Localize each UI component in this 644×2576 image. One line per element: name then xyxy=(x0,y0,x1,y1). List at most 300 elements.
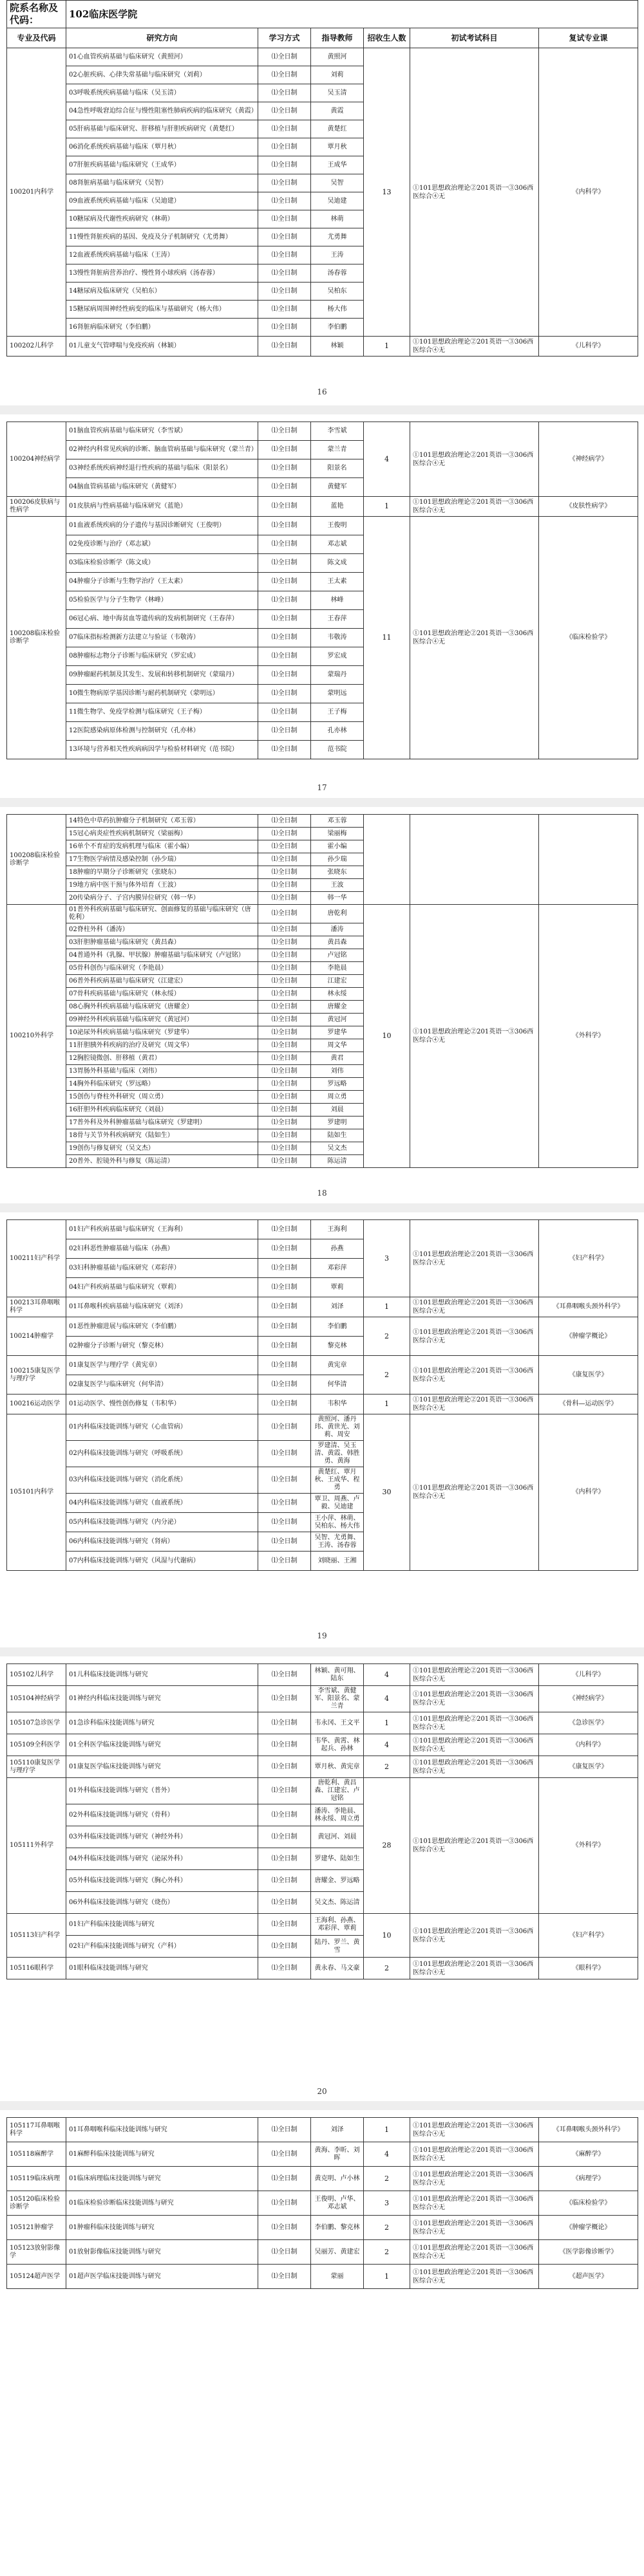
direction-cell: 01耳鼻咽喉科临床技能训练与研究 xyxy=(66,2118,258,2142)
study-mode-cell: ⑴全日制 xyxy=(258,1317,311,1337)
exam-subjects-cell: ①101思想政治理论②201英语一③306西医综合④无 xyxy=(410,422,539,497)
study-mode-cell: ⑴全日制 xyxy=(258,866,311,879)
study-mode-cell: ⑴全日制 xyxy=(258,1936,311,1958)
direction-cell: 20传染病分子、子宫内膜异位研究（韩一华） xyxy=(66,892,258,905)
retest-course-cell: 《医学影像诊断学》 xyxy=(539,2240,638,2265)
study-mode-cell: ⑴全日制 xyxy=(258,174,311,192)
table-row xyxy=(7,1686,638,1712)
direction-cell: 14胸外科临床研究（罗远略） xyxy=(66,1078,258,1091)
table-row xyxy=(7,2142,638,2167)
column-header: 专业及代码 xyxy=(7,28,66,48)
supervisor-cell: 罗建华、陆如生 xyxy=(311,1848,364,1870)
retest-course-cell: 《内科学》 xyxy=(539,48,638,337)
supervisor-cell: 唐耀金 xyxy=(311,1001,364,1014)
study-mode-cell: ⑴全日制 xyxy=(258,554,311,573)
study-mode-cell: ⑴全日制 xyxy=(258,517,311,535)
study-mode-cell: ⑴全日制 xyxy=(258,1441,311,1467)
supervisor-cell: 黄照河 xyxy=(311,48,364,66)
enrollment-count-cell: 2 xyxy=(364,1356,410,1395)
exam-subjects-cell: ①101思想政治理论②201英语一③306西医综合④无 xyxy=(410,2142,539,2167)
direction-cell: 02妇科恶性肿瘤基础与临床（孙燕） xyxy=(66,1239,258,1259)
supervisor-cell: 黄冠河 xyxy=(311,1014,364,1026)
study-mode-cell: ⑴全日制 xyxy=(258,949,311,962)
page-19 xyxy=(0,1219,644,1640)
supervisor-cell: 蒙明远 xyxy=(311,685,364,703)
direction-cell: 05肝病基础与临床研究、肝移植与肝胆疾病研究（黄楚红） xyxy=(66,120,258,138)
direction-cell: 03神经系统疾病神经退行性疾病的基础与临床（阳景名） xyxy=(66,459,258,478)
supervisor-cell: 刘晓丽、王湘 xyxy=(311,1552,364,1571)
study-mode-cell: ⑴全日制 xyxy=(258,2118,311,2142)
study-mode-cell: ⑴全日制 xyxy=(258,2167,311,2191)
study-mode-cell: ⑴全日制 xyxy=(258,741,311,759)
exam-subjects-cell: ①101思想政治理论②201英语一③306西医综合④无 xyxy=(410,1297,539,1317)
major-cell: 100208临床检验诊断学 xyxy=(7,815,66,905)
study-mode-cell: ⑴全日制 xyxy=(258,422,311,441)
study-mode-cell: ⑴全日制 xyxy=(258,936,311,949)
supervisor-cell: 邓彩萍 xyxy=(311,1259,364,1278)
study-mode-cell: ⑴全日制 xyxy=(258,497,311,517)
direction-cell: 12医院感染病原体检测与控制研究（孔亦林） xyxy=(66,722,258,741)
supervisor-cell: 黄照河、潘丹玮、黄世光、刘莉、周安 xyxy=(311,1414,364,1441)
supervisor-cell: 王俊明、卢华、邓志斌 xyxy=(311,2191,364,2216)
direction-cell: 01运动医学、慢性创伤修复（韦积华） xyxy=(66,1395,258,1414)
study-mode-cell: ⑴全日制 xyxy=(258,337,311,357)
major-cell: 100204神经病学 xyxy=(7,422,66,497)
major-cell: 105111外科学 xyxy=(7,1778,66,1914)
direction-cell: 02肿瘤分子诊断与研究（黎克林） xyxy=(66,1337,258,1356)
supervisor-cell: 黄健军 xyxy=(311,478,364,497)
study-mode-cell: ⑴全日制 xyxy=(258,988,311,1001)
exam-subjects-cell: ①101思想政治理论②201英语一③306西医综合④无 xyxy=(410,1220,539,1297)
table-row xyxy=(7,1395,638,1414)
supervisor-cell: 黄冠河、刘晨 xyxy=(311,1826,364,1848)
study-mode-cell: ⑴全日制 xyxy=(258,1155,311,1168)
direction-cell: 09神经外科疾病基础与临床研究（黄冠河） xyxy=(66,1014,258,1026)
supervisor-cell: 范书院 xyxy=(311,741,364,759)
study-mode-cell: ⑴全日制 xyxy=(258,1117,311,1129)
exam-subjects-cell: ①101思想政治理论②201英语一③306西医综合④无 xyxy=(410,1734,539,1756)
page-gap xyxy=(0,2101,644,2110)
direction-cell: 03呼吸系统疾病基础与临床（吴玉清） xyxy=(66,84,258,102)
major-cell: 100202儿科学 xyxy=(7,337,66,357)
study-mode-cell: ⑴全日制 xyxy=(258,535,311,554)
admission-table-page-16 xyxy=(6,0,638,357)
study-mode-cell: ⑴全日制 xyxy=(258,1778,311,1804)
retest-course-cell: 《妇产科学》 xyxy=(539,1914,638,1958)
page-16 xyxy=(0,0,644,396)
direction-cell: 08心胸外科疾病基础与临床研究（唐耀金） xyxy=(66,1001,258,1014)
direction-cell: 10泌尿外科疾病基础与临床研究（罗建华） xyxy=(66,1026,258,1039)
direction-cell: 11微生物学、免疫学检测与临床研究（王子梅） xyxy=(66,703,258,722)
table-row xyxy=(7,48,638,66)
page-21 xyxy=(0,2117,644,2289)
study-mode-cell: ⑴全日制 xyxy=(258,246,311,264)
table-row xyxy=(7,1958,638,1979)
study-mode-cell: ⑴全日制 xyxy=(258,1552,311,1571)
retest-course-cell: 《急诊医学》 xyxy=(539,1712,638,1734)
supervisor-cell: 罗宏成 xyxy=(311,647,364,666)
table-row xyxy=(7,1317,638,1337)
supervisor-cell: 李伯鹏 xyxy=(311,1317,364,1337)
supervisor-cell: 周立勇 xyxy=(311,1091,364,1104)
header-row xyxy=(7,28,638,48)
study-mode-cell: ⑴全日制 xyxy=(258,210,311,228)
direction-cell: 01神经内科临床技能训练与研究 xyxy=(66,1686,258,1712)
direction-cell: 02妇产科临床技能训练与研究（产科） xyxy=(66,1936,258,1958)
supervisor-cell: 覃月秋、黄宪章 xyxy=(311,1756,364,1778)
exam-subjects-cell: ①101思想政治理论②201英语一③306西医综合④无 xyxy=(410,1914,539,1958)
exam-subjects-cell: ①101思想政治理论②201英语一③306西医综合④无 xyxy=(410,2118,539,2142)
table-row xyxy=(7,1914,638,1936)
direction-cell: 10糖尿病及代谢性疾病研究（林萌） xyxy=(66,210,258,228)
study-mode-cell: ⑴全日制 xyxy=(258,102,311,120)
supervisor-cell: 李伯鹏 xyxy=(311,319,364,337)
supervisor-cell: 林颖 xyxy=(311,337,364,357)
table-row xyxy=(7,815,638,828)
retest-course-cell xyxy=(539,815,638,905)
exam-subjects-cell: ①101思想政治理论②201英语一③306西医综合④无 xyxy=(410,337,539,357)
major-cell: 105121肿瘤学 xyxy=(7,2216,66,2240)
retest-course-cell: 《临床检验学》 xyxy=(539,2191,638,2216)
supervisor-cell: 覃卫、周燕、卢毅、吴迪建 xyxy=(311,1494,364,1513)
direction-cell: 02内科临床技能训练与研究（呼吸系统） xyxy=(66,1441,258,1467)
study-mode-cell: ⑴全日制 xyxy=(258,1375,311,1395)
direction-cell: 03临床检验诊断学（陈文成） xyxy=(66,554,258,573)
major-cell: 105124超声医学 xyxy=(7,2265,66,2289)
retest-course-cell: 《病理学》 xyxy=(539,2167,638,2191)
college-name: 102临床医学院 xyxy=(66,1,638,28)
exam-subjects-cell xyxy=(410,815,539,905)
table-row xyxy=(7,2216,638,2240)
exam-subjects-cell: ①101思想政治理论②201英语一③306西医综合④无 xyxy=(410,2265,539,2289)
study-mode-cell: ⑴全日制 xyxy=(258,923,311,936)
direction-cell: 19创伤与修复研究（吴文杰） xyxy=(66,1142,258,1155)
supervisor-cell: 吴文杰、陈运清 xyxy=(311,1892,364,1914)
direction-cell: 04内科临床技能训练与研究（血液系统） xyxy=(66,1494,258,1513)
column-header: 研究方向 xyxy=(66,28,258,48)
direction-cell: 11慢性肾脏疾病的基因、免疫及分子机制研究（尤勇舞） xyxy=(66,228,258,246)
enrollment-count-cell: 2 xyxy=(364,1958,410,1979)
retest-course-cell: 《外科学》 xyxy=(539,905,638,1168)
enrollment-count-cell: 2 xyxy=(364,2240,410,2265)
direction-cell: 01儿童支气管哮喘与免疫疾病（林颖） xyxy=(66,337,258,357)
study-mode-cell: ⑴全日制 xyxy=(258,1220,311,1239)
retest-course-cell: 《妇产科学》 xyxy=(539,1220,638,1297)
retest-course-cell: 《神经病学》 xyxy=(539,422,638,497)
direction-cell: 20普外、腔镜外科与修复（陈运清） xyxy=(66,1155,258,1168)
supervisor-cell: 何华清 xyxy=(311,1375,364,1395)
study-mode-cell: ⑴全日制 xyxy=(258,84,311,102)
page-gap xyxy=(0,1647,644,1656)
supervisor-cell: 吴智、尤勇舞、王涛、汤春蓉 xyxy=(311,1532,364,1552)
study-mode-cell: ⑴全日制 xyxy=(258,1494,311,1513)
college-label: 院系名称及代码： xyxy=(7,1,66,28)
direction-cell: 01外科临床技能训练与研究（普外） xyxy=(66,1778,258,1804)
supervisor-cell: 黄霞 xyxy=(311,102,364,120)
study-mode-cell: ⑴全日制 xyxy=(258,138,311,156)
page-17 xyxy=(0,422,644,792)
study-mode-cell: ⑴全日制 xyxy=(258,1914,311,1936)
supervisor-cell: 唐耀金、罗远略 xyxy=(311,1870,364,1892)
study-mode-cell: ⑴全日制 xyxy=(258,156,311,174)
major-cell: 105113妇产科学 xyxy=(7,1914,66,1958)
direction-cell: 02免疫诊断与治疗（邓志斌） xyxy=(66,535,258,554)
retest-course-cell: 《骨科—运动医学》 xyxy=(539,1395,638,1414)
supervisor-cell: 林颖、黄可翔、陆东 xyxy=(311,1664,364,1686)
supervisor-cell: 蒙瑞丹 xyxy=(311,666,364,685)
supervisor-cell: 黄君 xyxy=(311,1052,364,1065)
study-mode-cell: ⑴全日制 xyxy=(258,1026,311,1039)
supervisor-cell: 唐乾利 xyxy=(311,905,364,923)
study-mode-cell: ⑴全日制 xyxy=(258,192,311,210)
supervisor-cell: 刘泽 xyxy=(311,1297,364,1317)
exam-subjects-cell: ①101思想政治理论②201英语一③306西医综合④无 xyxy=(410,1664,539,1686)
supervisor-cell: 蒙兰青 xyxy=(311,441,364,459)
supervisor-cell: 吴迪建 xyxy=(311,192,364,210)
exam-subjects-cell: ①101思想政治理论②201英语一③306西医综合④无 xyxy=(410,1414,539,1571)
study-mode-cell: ⑴全日制 xyxy=(258,853,311,866)
supervisor-cell: 王太素 xyxy=(311,573,364,591)
study-mode-cell: ⑴全日制 xyxy=(258,666,311,685)
admission-table-page-18 xyxy=(6,814,638,1168)
enrollment-count-cell: 10 xyxy=(364,905,410,1168)
retest-course-cell: 《内科学》 xyxy=(539,1414,638,1571)
direction-cell: 03肝胆肿瘤基础与临床研究（黄昌森） xyxy=(66,936,258,949)
table-row xyxy=(7,1414,638,1441)
table-row xyxy=(7,2240,638,2265)
study-mode-cell: ⑴全日制 xyxy=(258,573,311,591)
table-row xyxy=(7,422,638,441)
major-cell: 100213耳鼻咽喉科学 xyxy=(7,1297,66,1317)
study-mode-cell: ⑴全日制 xyxy=(258,264,311,283)
direction-cell: 16肝胆外科疾病临床研究（刘晨） xyxy=(66,1104,258,1117)
study-mode-cell: ⑴全日制 xyxy=(258,228,311,246)
enrollment-count-cell: 13 xyxy=(364,48,410,337)
study-mode-cell: ⑴全日制 xyxy=(258,892,311,905)
supervisor-cell: 周文华 xyxy=(311,1039,364,1052)
direction-cell: 07内科临床技能训练与研究（风湿与代谢病） xyxy=(66,1552,258,1571)
supervisor-cell: 黄克明、卢小林 xyxy=(311,2167,364,2191)
direction-cell: 01皮肤病与性病基础与临床研究（蓝艳） xyxy=(66,497,258,517)
supervisor-cell: 霍小编 xyxy=(311,840,364,853)
study-mode-cell: ⑴全日制 xyxy=(258,1078,311,1091)
direction-cell: 01麻醉科临床技能训练与研究 xyxy=(66,2142,258,2167)
major-cell: 105109全科医学 xyxy=(7,1734,66,1756)
major-cell: 100215康复医学与理疗学 xyxy=(7,1356,66,1395)
supervisor-cell: 卢冠铭 xyxy=(311,949,364,962)
supervisor-cell: 覃月秋 xyxy=(311,138,364,156)
supervisor-cell: 王春萍 xyxy=(311,610,364,629)
enrollment-count-cell: 2 xyxy=(364,2167,410,2191)
supervisor-cell: 王海利 xyxy=(311,1220,364,1239)
exam-subjects-cell: ①101思想政治理论②201英语一③306西医综合④无 xyxy=(410,1356,539,1395)
enrollment-count-cell: 2 xyxy=(364,1317,410,1356)
enrollment-count-cell: 1 xyxy=(364,337,410,357)
enrollment-count-cell: 2 xyxy=(364,2216,410,2240)
study-mode-cell: ⑴全日制 xyxy=(258,1892,311,1914)
direction-cell: 08肾脏病基础与临床研究（吴智） xyxy=(66,174,258,192)
direction-cell: 06消化系统疾病基础与临床（覃月秋） xyxy=(66,138,258,156)
page-number: 17 xyxy=(317,783,327,792)
exam-subjects-cell: ①101思想政治理论②201英语一③306西医综合④无 xyxy=(410,1756,539,1778)
direction-cell: 01妇产科临床技能训练与研究 xyxy=(66,1914,258,1936)
supervisor-cell: 黄宪章 xyxy=(311,1356,364,1375)
supervisor-cell: 王涛 xyxy=(311,246,364,264)
page-gap xyxy=(0,798,644,807)
direction-cell: 03外科临床技能训练与研究（神经外科） xyxy=(66,1826,258,1848)
column-header: 复试专业课 xyxy=(539,28,638,48)
table-row xyxy=(7,2191,638,2216)
supervisor-cell: 吴智 xyxy=(311,174,364,192)
direction-cell: 09肿瘤耐药机制及其发生、发展和转移机制研究（蒙瑞丹） xyxy=(66,666,258,685)
study-mode-cell: ⑴全日制 xyxy=(258,591,311,610)
enrollment-count-cell: 1 xyxy=(364,2265,410,2289)
study-mode-cell: ⑴全日制 xyxy=(258,629,311,647)
direction-cell: 07骨科疾病基础与临床研究（林永绥） xyxy=(66,988,258,1001)
page-number: 16 xyxy=(317,387,327,396)
study-mode-cell: ⑴全日制 xyxy=(258,1065,311,1078)
supervisor-cell: 汤春蓉 xyxy=(311,264,364,283)
direction-cell: 15创伤与脊柱外科研究（周立勇） xyxy=(66,1091,258,1104)
direction-cell: 04肿瘤分子诊断与生物学治疗（王太素） xyxy=(66,573,258,591)
retest-course-cell: 《儿科学》 xyxy=(539,1664,638,1686)
study-mode-cell: ⑴全日制 xyxy=(258,1337,311,1356)
supervisor-cell: 李雪斌、黄健军、阳景名、蒙兰青 xyxy=(311,1686,364,1712)
enrollment-count-cell: 3 xyxy=(364,1220,410,1297)
table-row xyxy=(7,517,638,535)
study-mode-cell: ⑴全日制 xyxy=(258,1259,311,1278)
major-cell: 105120临床检验诊断学 xyxy=(7,2191,66,2216)
direction-cell: 04外科临床技能训练与研究（泌尿外科） xyxy=(66,1848,258,1870)
direction-cell: 13胃肠外科基础与临床（刘伟） xyxy=(66,1065,258,1078)
supervisor-cell: 李艳晨 xyxy=(311,962,364,975)
study-mode-cell: ⑴全日制 xyxy=(258,1356,311,1375)
study-mode-cell: ⑴全日制 xyxy=(258,1052,311,1065)
retest-course-cell: 《临床检验学》 xyxy=(539,517,638,759)
table-row xyxy=(7,497,638,517)
direction-cell: 01儿科临床技能训练与研究 xyxy=(66,1664,258,1686)
direction-cell: 18肿瘤的早期分子诊断研究（张晓东） xyxy=(66,866,258,879)
supervisor-cell: 林永绥 xyxy=(311,988,364,1001)
supervisor-cell: 覃莉 xyxy=(311,1278,364,1297)
direction-cell: 19地方病中医干预与体外培育（王波） xyxy=(66,879,258,892)
supervisor-cell: 韦永冈、王文平 xyxy=(311,1712,364,1734)
study-mode-cell: ⑴全日制 xyxy=(258,828,311,840)
direction-cell: 01急诊科临床技能训练与研究 xyxy=(66,1712,258,1734)
enrollment-count-cell: 1 xyxy=(364,1712,410,1734)
study-mode-cell: ⑴全日制 xyxy=(258,1039,311,1052)
study-mode-cell: ⑴全日制 xyxy=(258,1756,311,1778)
supervisor-cell: 黄永春、马文豪 xyxy=(311,1958,364,1979)
enrollment-count-cell: 1 xyxy=(364,2118,410,2142)
enrollment-count-cell: 11 xyxy=(364,517,410,759)
major-cell: 105118麻醉学 xyxy=(7,2142,66,2167)
supervisor-cell: 陈运清 xyxy=(311,1155,364,1168)
study-mode-cell: ⑴全日制 xyxy=(258,1804,311,1826)
supervisor-cell: 江建宏 xyxy=(311,975,364,988)
supervisor-cell: 王小萍、林萌、吴柏东、杨大伟 xyxy=(311,1513,364,1532)
exam-subjects-cell: ①101思想政治理论②201英语一③306西医综合④无 xyxy=(410,1712,539,1734)
exam-subjects-cell: ①101思想政治理论②201英语一③306西医综合④无 xyxy=(410,2191,539,2216)
direction-cell: 01临床病理临床技能训练与研究 xyxy=(66,2167,258,2191)
retest-course-cell: 《耳鼻咽喉头颈外科学》 xyxy=(539,2118,638,2142)
exam-subjects-cell: ①101思想政治理论②201英语一③306西医综合④无 xyxy=(410,1958,539,1979)
direction-cell: 01内科临床技能训练与研究（心血管病） xyxy=(66,1414,258,1441)
study-mode-cell: ⑴全日制 xyxy=(258,1513,311,1532)
retest-course-cell: 《皮肤性病学》 xyxy=(539,497,638,517)
study-mode-cell: ⑴全日制 xyxy=(258,441,311,459)
retest-course-cell: 《耳鼻咽喉头颈外科学》 xyxy=(539,1297,638,1317)
study-mode-cell: ⑴全日制 xyxy=(258,815,311,828)
supervisor-cell: 韦华、黄霄、林起兵、孙林 xyxy=(311,1734,364,1756)
enrollment-count-cell: 4 xyxy=(364,2142,410,2167)
supervisor-cell: 罗远略 xyxy=(311,1078,364,1091)
exam-subjects-cell: ①101思想政治理论②201英语一③306西医综合④无 xyxy=(410,497,539,517)
enrollment-count-cell: 1 xyxy=(364,1395,410,1414)
direction-cell: 12胸腔镜微创、肝移植（黄君） xyxy=(66,1052,258,1065)
column-header: 初试考试科目 xyxy=(410,28,539,48)
study-mode-cell: ⑴全日制 xyxy=(258,1014,311,1026)
page-number: 20 xyxy=(317,2087,327,2096)
direction-cell: 18骨与关节外科疾病研究（陆如生） xyxy=(66,1129,258,1142)
supervisor-cell: 吴文杰 xyxy=(311,1142,364,1155)
supervisor-cell: 罗建清、吴玉清、黄霞、韩胜勇、黄海 xyxy=(311,1441,364,1467)
study-mode-cell: ⑴全日制 xyxy=(258,1686,311,1712)
direction-cell: 10微生物病原学基因诊断与耐药机制研究（蒙明远） xyxy=(66,685,258,703)
study-mode-cell: ⑴全日制 xyxy=(258,1414,311,1441)
supervisor-cell: 陆丹、罗兰、黄雪 xyxy=(311,1936,364,1958)
admission-table-page-21 xyxy=(6,2117,638,2289)
exam-subjects-cell: ①101思想政治理论②201英语一③306西医综合④无 xyxy=(410,2240,539,2265)
major-cell: 105116眼科学 xyxy=(7,1958,66,1979)
supervisor-cell: 刘泽 xyxy=(311,2118,364,2142)
study-mode-cell: ⑴全日制 xyxy=(258,685,311,703)
direction-cell: 03内科临床技能训练与研究（消化系统） xyxy=(66,1467,258,1494)
enrollment-count-cell: 4 xyxy=(364,1664,410,1686)
supervisor-cell: 孙燕 xyxy=(311,1239,364,1259)
supervisor-cell: 韦积华 xyxy=(311,1395,364,1414)
table-row xyxy=(7,2265,638,2289)
retest-course-cell: 《外科学》 xyxy=(539,1778,638,1914)
enrollment-count-cell: 28 xyxy=(364,1778,410,1914)
major-cell: 105107急诊医学 xyxy=(7,1712,66,1734)
direction-cell: 08肿瘤标志物分子诊断与临床研究（罗宏成） xyxy=(66,647,258,666)
direction-cell: 06冠心病、地中海贫血等遗传病的发病机制研究（王春萍） xyxy=(66,610,258,629)
retest-course-cell: 《眼科学》 xyxy=(539,1958,638,1979)
retest-course-cell: 《肿瘤学概论》 xyxy=(539,1317,638,1356)
study-mode-cell: ⑴全日制 xyxy=(258,301,311,319)
page-number: 19 xyxy=(317,1631,327,1640)
table-row xyxy=(7,1297,638,1317)
study-mode-cell: ⑴全日制 xyxy=(258,905,311,923)
admission-table-page-17 xyxy=(6,422,638,759)
exam-subjects-cell: ①101思想政治理论②201英语一③306西医综合④无 xyxy=(410,48,539,337)
admission-table-page-20 xyxy=(6,1663,638,1979)
supervisor-cell: 陆如生 xyxy=(311,1129,364,1142)
major-cell: 100206皮肤病与性病学 xyxy=(7,497,66,517)
study-mode-cell: ⑴全日制 xyxy=(258,1532,311,1552)
direction-cell: 01超声医学临床技能训练与研究 xyxy=(66,2265,258,2289)
supervisor-cell: 王俊明 xyxy=(311,517,364,535)
direction-cell: 02康复医学与临床研究（何华清） xyxy=(66,1375,258,1395)
study-mode-cell: ⑴全日制 xyxy=(258,703,311,722)
major-cell: 105123放射影像学 xyxy=(7,2240,66,2265)
study-mode-cell: ⑴全日制 xyxy=(258,975,311,988)
study-mode-cell: ⑴全日制 xyxy=(258,1239,311,1259)
retest-course-cell: 《康复医学》 xyxy=(539,1756,638,1778)
supervisor-cell: 黄海、李昕、刘晖 xyxy=(311,2142,364,2167)
direction-cell: 01普外科疾病基础与临床研究、创面修复的基础与临床研究（唐乾利） xyxy=(66,905,258,923)
